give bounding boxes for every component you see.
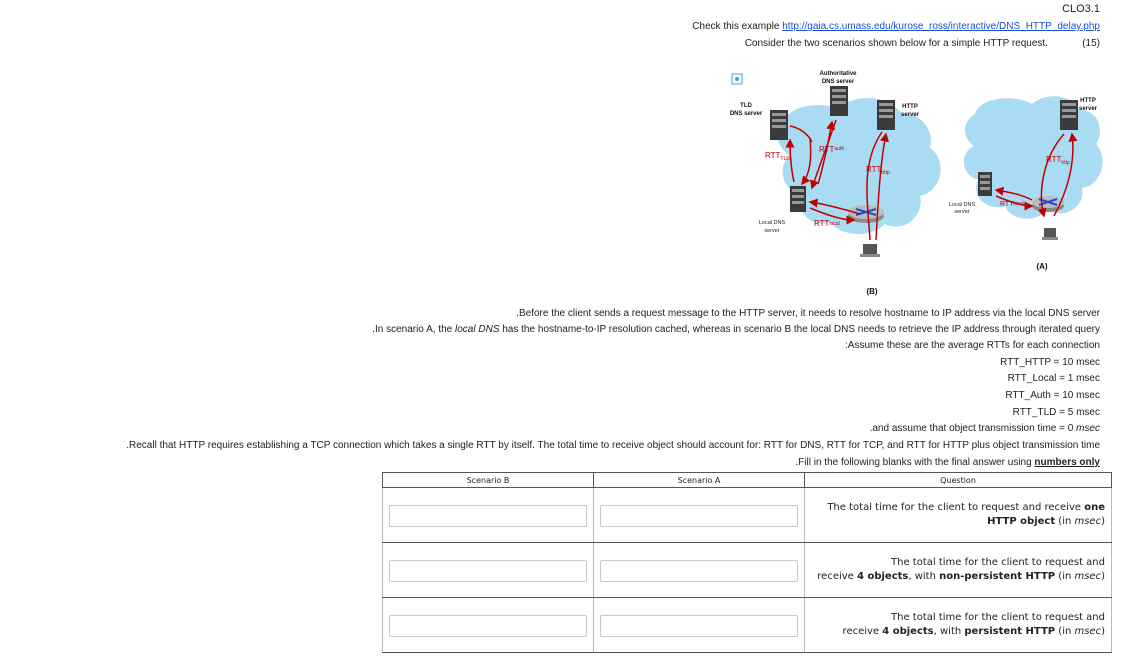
http-b-label-1: HTTP (902, 104, 918, 110)
q1-unit: msec (1074, 516, 1102, 527)
q3-end: ) (1101, 626, 1105, 637)
http-b-label-2: server (900, 112, 920, 118)
answer-table (382, 472, 1112, 653)
answer-input-a-3[interactable] (600, 615, 798, 637)
http-server-b (877, 100, 895, 130)
cell-a (594, 488, 805, 543)
local-dns-b-label-2: server (764, 228, 780, 234)
rtt-auth-label: $RTT^{auth}$ (819, 145, 845, 154)
laptop-a (1042, 228, 1058, 240)
example-link[interactable]: http://gaia.cs.umass.edu/kurose_ross/interactive/DNS_HTTP_delay.php (782, 21, 1100, 32)
q3-bold-objects: 4 objects (882, 626, 934, 637)
clo-label: CLO3.1 (1062, 3, 1100, 15)
col-question: Question (805, 473, 1112, 488)
para-recall: .Recall that HTTP requires establishing a TCP connection which takes a single RTT by itself. The total time to receive object should account for: RTT for DNS, RTT for TCP, and RTT for HTTP plus object transmission time (126, 440, 1100, 451)
local-dns-a-label-2: server (954, 209, 970, 215)
q3-in: (in (1055, 626, 1075, 637)
example-line (692, 20, 1100, 33)
para-scenarios (372, 323, 1100, 336)
rtt-local-b-label: RTTlocal (814, 219, 840, 228)
tld-label-2: DNS server (729, 111, 763, 117)
q1-bold-one: one (1084, 502, 1105, 513)
caption-a: (A) (1036, 262, 1048, 271)
rtt-http-value: RTT_HTTP = 10 msec (1000, 357, 1100, 368)
answer-input-b-1[interactable] (389, 505, 587, 527)
q2-bold-http: non-persistent HTTP (939, 571, 1056, 582)
col-scenario-a: Scenario A (594, 473, 805, 488)
q2-unit: msec (1074, 571, 1102, 582)
rtt-http-b-label: $RTT_{http}$ (866, 165, 890, 176)
fill-text: .Fill in the following blanks with the final answer using (795, 457, 1035, 468)
q2-text: The total time for the client to request and (891, 557, 1105, 568)
consider-text: Consider the two scenarios shown below for a simple HTTP request. (744, 38, 1048, 49)
cell-b (383, 598, 594, 653)
cell-a (594, 543, 805, 598)
obj-text: .and assume that object transmission time = 0 (869, 423, 1077, 434)
answer-input-b-3[interactable] (389, 615, 587, 637)
para-scenarios-b: has the hostname-to-IP resolution cached, whereas in scenario B the local DNS needs to retrieve the IP address through iterated query (499, 324, 1100, 335)
tld-dns-server (770, 110, 788, 140)
q2-with: , with (908, 571, 940, 582)
question-1 (805, 488, 1112, 543)
q2-end: ) (1101, 571, 1105, 582)
local-dns-server-b (790, 186, 806, 212)
answer-input-a-1[interactable] (600, 505, 798, 527)
question-2 (805, 543, 1112, 598)
question-3 (805, 598, 1112, 653)
table-row (383, 543, 1112, 598)
q3-receive: receive (842, 626, 883, 637)
q1-in: (in (1055, 516, 1075, 527)
cell-b (383, 543, 594, 598)
q2-in: (in (1055, 571, 1075, 582)
laptop-b (860, 244, 880, 257)
local-dns-server-a (978, 172, 992, 196)
auth-dns-server (830, 86, 848, 116)
cell-b (383, 488, 594, 543)
example-prefix: Check this example (692, 21, 783, 32)
rtt-local-value: RTT_Local = 1 msec (1007, 373, 1100, 384)
q3-bold-http: persistent HTTP (964, 626, 1056, 637)
q2-receive: receive (817, 571, 858, 582)
para-assume: :Assume these are the average RTTs for each connection (845, 340, 1100, 351)
fill-numbers-only: numbers only (1034, 457, 1100, 468)
answer-input-a-2[interactable] (600, 560, 798, 582)
table-row (383, 488, 1112, 543)
col-scenario-b: Scenario B (383, 473, 594, 488)
rtt-tld-value: RTT_TLD = 5 msec (1012, 407, 1100, 418)
rtt-http-a-label: $RTT_{http}$ (1046, 155, 1070, 166)
answer-input-b-2[interactable] (389, 560, 587, 582)
q3-unit: msec (1074, 626, 1102, 637)
cell-a (594, 598, 805, 653)
http-a-label-2: server (1078, 106, 1098, 112)
q1-end: ) (1101, 516, 1105, 527)
q2-bold-objects: 4 objects (857, 571, 909, 582)
auth-label-1: Authoritative (819, 71, 857, 77)
tld-label-1: TLD (740, 103, 752, 109)
rtt-tld-label: $RTT_{TLD}$ (765, 151, 790, 162)
points-label: (15) (1082, 38, 1100, 49)
obj-unit: msec (1076, 423, 1100, 434)
q1-bold-http: HTTP object (987, 516, 1056, 527)
expand-icon[interactable] (732, 74, 742, 84)
auth-label-2: DNS server (821, 79, 855, 85)
http-server-a (1060, 100, 1078, 130)
dns-diagram (720, 64, 1110, 304)
local-dns-a-label-1: Local DNS (948, 202, 976, 208)
table-row (383, 598, 1112, 653)
consider-line (745, 37, 1100, 50)
table-header-row (383, 473, 1112, 488)
rtt-auth-value: RTT_Auth = 10 msec (1005, 390, 1100, 401)
para-scenarios-a: .In scenario A, the (372, 324, 455, 335)
http-a-label-1: HTTP (1080, 98, 1096, 104)
rtt-local-a-label: RTTlocal (1000, 201, 1024, 208)
para-fill (795, 456, 1100, 469)
para-scenarios-em: local DNS (455, 324, 500, 335)
q3-with: , with (933, 626, 965, 637)
para-resolve: .Before the client sends a request message to the HTTP server, it needs to resolve hostname to IP address via the local DNS server (516, 308, 1100, 319)
q3-text: The total time for the client to request and (891, 612, 1105, 623)
obj-transmission (870, 422, 1100, 435)
local-dns-b-label-1: Local DNS (758, 220, 786, 226)
q1-text: The total time for the client to request and receive (827, 502, 1085, 513)
caption-b: (B) (866, 287, 878, 296)
